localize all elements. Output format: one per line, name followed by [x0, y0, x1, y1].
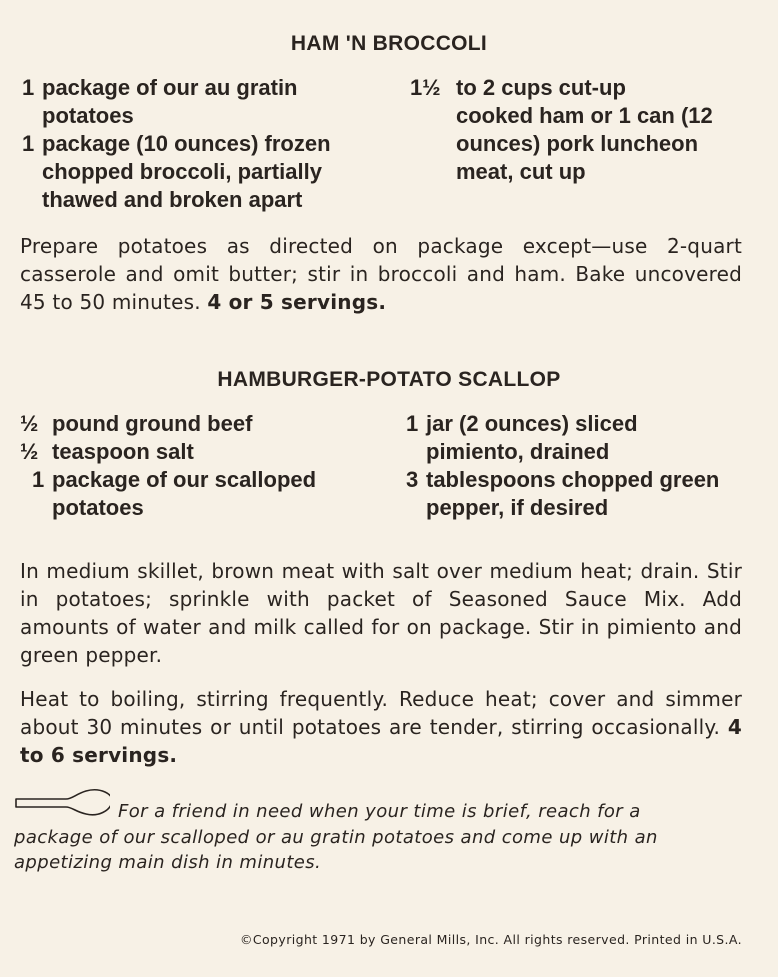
ingredient-line: teaspoon salt	[52, 439, 194, 464]
ingredient-qty: 1	[22, 131, 35, 156]
ingredients-right-hamburger-scallop	[406, 410, 766, 522]
ingredient-item	[410, 74, 760, 186]
directions-hamburger-scallop-1: In medium skillet, brown meat with salt over medium heat; drain. Stir in potatoes; sprinkle with packet of Seasoned Sauce Mix. Add amounts of water and milk called for on package. Stir in pimiento and green pepper.	[20, 559, 742, 667]
servings: 4 to 6 servings.	[20, 715, 742, 767]
ingredient-item	[22, 74, 392, 130]
ingredient-line: pound ground beef	[52, 411, 253, 436]
tip-line: package of our scalloped or au gratin potatoes and come up with an	[14, 827, 658, 848]
directions-hamburger-scallop-2	[20, 685, 742, 769]
ingredient-qty: ½	[20, 439, 39, 464]
ingredient-item	[20, 466, 390, 522]
ingredient-line: package of our au gratin	[42, 75, 298, 100]
ingredient-qty: 3	[406, 467, 419, 492]
ingredients-left-ham-broccoli	[22, 74, 392, 214]
directions-text: Heat to boiling, stirring frequently. Reduce heat; cover and simmer about 30 minutes or until potatoes are tender, stirring occasionally.	[20, 687, 742, 739]
ingredient-item	[22, 130, 392, 214]
ingredient-line: meat, cut up	[456, 159, 586, 184]
recipe-title-ham-broccoli: HAM 'N BROCCOLI	[290, 32, 488, 55]
ingredient-item	[406, 410, 766, 466]
ingredient-item	[20, 438, 390, 466]
ingredient-qty: 1½	[410, 75, 441, 100]
ingredient-line: potatoes	[42, 103, 134, 128]
recipe-title-hamburger-potato-scallop: HAMBURGER-POTATO SCALLOP	[217, 368, 561, 391]
servings: 4 or 5 servings.	[207, 290, 387, 314]
ingredient-line: potatoes	[52, 495, 144, 520]
ingredient-line: pepper, if desired	[426, 495, 609, 520]
ingredient-line: jar (2 ounces) sliced	[426, 411, 638, 436]
ingredient-line: tablespoons chopped green	[426, 467, 720, 492]
ingredient-item	[20, 410, 390, 438]
directions-ham-broccoli	[20, 232, 742, 316]
ingredient-line: to 2 cups cut-up	[456, 75, 626, 100]
ingredient-line: pimiento, drained	[426, 439, 610, 464]
ingredients-right-ham-broccoli	[410, 74, 760, 186]
ingredient-qty: 1	[22, 75, 35, 100]
ingredient-line: package of our scalloped	[52, 467, 317, 492]
tip-line: appetizing main dish in minutes.	[14, 852, 322, 873]
ingredient-qty: ½	[20, 411, 39, 436]
copyright-notice: ©Copyright 1971 by General Mills, Inc. All rights reserved. Printed in U.S.A.	[239, 932, 742, 947]
spoon-icon	[14, 786, 110, 822]
ingredient-qty: 1	[32, 467, 45, 492]
ingredient-item	[406, 466, 766, 522]
directions-text: Prepare potatoes as directed on package except—use 2-quart casserole and omit butter; stir in broccoli and ham. Bake uncovered 45 to 50 minutes.	[20, 234, 742, 314]
ingredients-left-hamburger-scallop	[20, 410, 390, 522]
ingredient-line: thawed and broken apart	[42, 187, 303, 212]
ingredient-qty: 1	[406, 411, 419, 436]
ingredient-line: chopped broccoli, partially	[42, 159, 322, 184]
ingredient-line: package (10 ounces) frozen	[42, 131, 331, 156]
ingredient-line: cooked ham or 1 can (12	[456, 103, 713, 128]
ingredient-line: ounces) pork luncheon	[456, 131, 699, 156]
tip-line: For a friend in need when your time is brief, reach for a	[118, 801, 641, 822]
